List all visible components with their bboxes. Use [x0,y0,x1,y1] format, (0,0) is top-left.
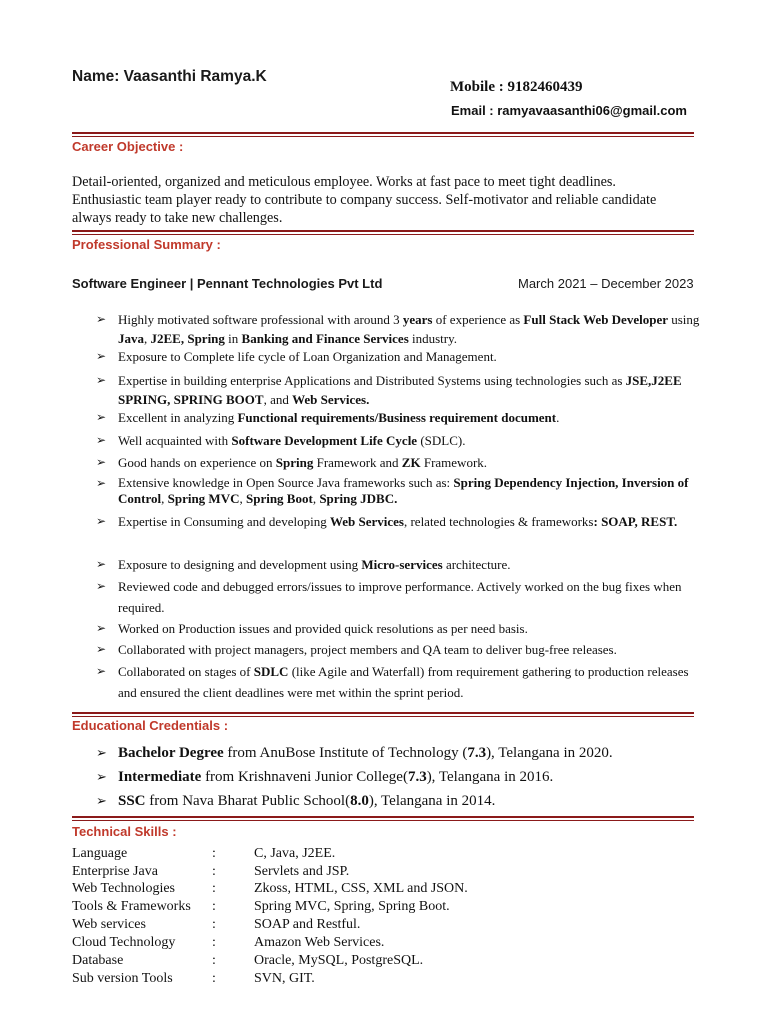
skill-separator: : [212,899,216,914]
job-dates: March 2021 – December 2023 [518,276,694,291]
skill-separator: : [212,935,216,950]
professional-summary-heading: Professional Summary : [72,237,221,252]
summary-bullet [96,431,706,450]
skill-label: Enterprise Java [72,864,158,879]
skill-value: Spring MVC, Spring, Spring Boot. [254,899,450,914]
arrow-bullet-icon: ➢ [96,373,107,387]
education-item: ➢ SSC from Nava Bharat Public School(8.0), Telangana in 2014. [96,793,496,809]
skill-separator: : [212,953,216,968]
summary-bullet-text: Exposure to designing and development using Micro-services architecture. [118,557,511,572]
education-heading: Educational Credentials : [72,718,229,733]
skill-separator: : [212,971,216,986]
skill-separator: : [212,846,216,861]
summary-bullet [96,371,706,409]
arrow-bullet-icon: ➢ [96,433,107,447]
summary-bullet [96,453,706,472]
skill-label: Cloud Technology [72,935,176,950]
section-divider [72,712,694,717]
section-divider [72,230,694,235]
skill-value: Servlets and JSP. [254,864,350,879]
education-item: ➢ Bachelor Degree from AnuBose Institute of Technology (7.3), Telangana in 2020. [96,745,613,761]
skill-separator: : [212,881,216,896]
candidate-name: Name: Vaasanthi Ramya.K [72,68,267,85]
summary-bullet [96,555,706,574]
summary-bullet-text: Highly motivated software professional with around 3 years of experience as Full Stack Web Developer using Java, J2EE, Spring in Banking and Finance Services industry. [118,312,700,346]
arrow-bullet-icon: ➢ [96,514,107,528]
summary-bullet [96,408,706,427]
summary-bullet [96,347,706,366]
education-item: ➢ Intermediate from Krishnaveni Junior College(7.3), Telangana in 2016. [96,769,554,785]
summary-bullet [96,511,706,532]
skill-label: Database [72,953,124,968]
summary-bullet-text: Collaborated with project managers, project members and QA team to deliver bug-free releases. [118,642,617,657]
career-objective-heading: Career Objective : [72,139,184,154]
job-title: Software Engineer | Pennant Technologies Pvt Ltd [72,276,383,291]
section-divider [72,132,694,137]
summary-bullet [96,475,706,507]
technical-skills-heading: Technical Skills : [72,824,177,839]
skill-label: Language [72,846,128,861]
summary-bullet-text: Extensive knowledge in Open Source Java frameworks such as: Spring Dependency Injection, Inversion of Control, Spring MVC, Spring Boot, Spring JDBC. [118,475,689,506]
career-objective-line: Detail-oriented, organized and meticulous employee. Works at fast pace to meet tight deadlines. [72,174,616,190]
summary-bullet-text: Good hands on experience on Spring Framework and ZK Framework. [118,455,488,470]
skill-separator: : [212,864,216,879]
arrow-bullet-icon: ➢ [96,769,107,784]
career-objective-line: always ready to take new challenges. [72,210,283,226]
arrow-bullet-icon: ➢ [96,621,107,635]
arrow-bullet-icon: ➢ [96,349,107,363]
arrow-bullet-icon: ➢ [96,745,107,760]
summary-bullet [96,576,706,618]
skill-label: Web Technologies [72,881,175,896]
skill-label: Sub version Tools [72,971,173,986]
skill-value: Amazon Web Services. [254,935,385,950]
skill-label: Web services [72,917,146,932]
summary-bullet-text: Excellent in analyzing Functional requirements/Business requirement document. [118,410,560,425]
arrow-bullet-icon: ➢ [96,642,107,656]
summary-bullet-text: Well acquainted with Software Development Life Cycle (SDLC). [118,433,466,448]
summary-bullet [96,310,706,348]
arrow-bullet-icon: ➢ [96,579,107,593]
arrow-bullet-icon: ➢ [96,476,107,490]
career-objective-line: Enthusiastic team player ready to contribute to company success. Self-motivator and reliable candidate [72,192,657,208]
summary-bullet-text: Collaborated on stages of SDLC (like Agile and Waterfall) from requirement gathering to production releases and ensured the client deadlines were met within the sprint period. [118,664,689,700]
summary-bullet-text: Worked on Production issues and provided quick resolutions as per need basis. [118,621,528,636]
mobile-number: Mobile : 9182460439 [450,79,583,95]
summary-bullet-text: Reviewed code and debugged errors/issues to improve performance. Actively worked on the bug fixes when required. [118,579,682,615]
summary-bullet-text: Exposure to Complete life cycle of Loan Organization and Management. [118,349,497,364]
arrow-bullet-icon: ➢ [96,410,107,424]
arrow-bullet-icon: ➢ [96,312,107,326]
skill-value: SVN, GIT. [254,971,315,986]
skill-value: C, Java, J2EE. [254,846,336,861]
arrow-bullet-icon: ➢ [96,793,107,808]
arrow-bullet-icon: ➢ [96,557,107,571]
summary-bullet-text: Expertise in Consuming and developing Web Services, related technologies & frameworks: SOAP, REST. [118,514,678,529]
skill-value: SOAP and Restful. [254,917,361,932]
arrow-bullet-icon: ➢ [96,664,107,678]
summary-bullet [96,640,706,659]
arrow-bullet-icon: ➢ [96,455,107,469]
summary-bullet [96,619,706,638]
skill-value: Oracle, MySQL, PostgreSQL. [254,953,424,968]
summary-bullet [96,661,706,703]
skill-separator: : [212,917,216,932]
skill-label: Tools & Frameworks [72,899,191,914]
email-address: Email : ramyavaasanthi06@gmail.com [451,103,687,118]
summary-bullet-text: Expertise in building enterprise Applications and Distributed Systems using technologies such as JSE,J2EE SPRING, SPRING BOOT, and Web Services. [118,373,682,407]
section-divider [72,816,694,821]
skill-value: Zkoss, HTML, CSS, XML and JSON. [254,881,468,896]
